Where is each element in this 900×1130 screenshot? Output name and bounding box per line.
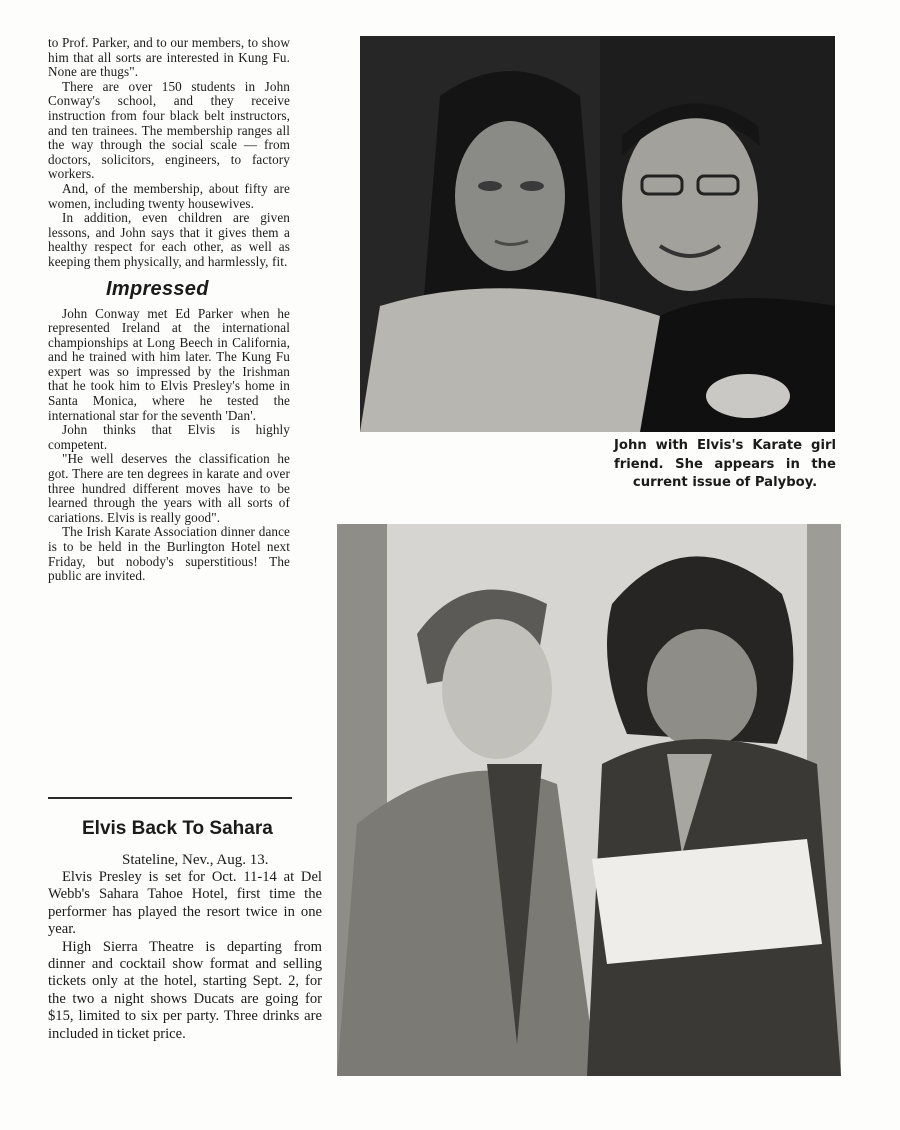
elvis-article	[48, 818, 322, 1043]
article-paragraph: Elvis Presley is set for Oct. 11-14 at Del Webb's Sahara Tahoe Hotel, first time the performer has played the resort twice in one year.	[48, 869, 322, 938]
left-article-column	[48, 36, 290, 584]
article-paragraph: The Irish Karate Association dinner dance is to be held in the Burlington Hotel next Friday, but nobody's superstitious! The public are invited.	[48, 524, 290, 584]
article-paragraph: "He well deserves the classification he got. There are ten degrees in karate and over three hundred different moves have to be learned through the years with all sorts of cariations. Elvis is really good".	[48, 451, 290, 525]
photo-elvis-with-conway	[337, 524, 841, 1076]
article-paragraph: John thinks that Elvis is highly competent.	[48, 422, 290, 452]
article-paragraph: In addition, even children are given lessons, and John says that it gives them a healthy respect for each other, as well as keeping them physically, and harmlessly, fit.	[48, 210, 290, 269]
article-paragraph: John Conway met Ed Parker when he represented Ireland at the international championships at Long Beech in California, and he trained with him later. The Kung Fu expert was so impressed by the Irishman that he took him to Elvis Presley's home in Santa Monica, where he tested the international star for the seventh 'Dan'.	[48, 305, 290, 423]
photo-caption: John with Elvis's Karate girl friend. She appears in the current issue of Palyboy.	[614, 438, 836, 491]
article-dateline: Stateline, Nev., Aug. 13.	[122, 852, 269, 868]
article-paragraph: High Sierra Theatre is departing from dinner and cocktail show format and selling tickets only at the hotel, starting Sept. 2, for the two a night shows Ducats are going for $15, limited to six per party. Three drinks are included in ticket price.	[48, 938, 322, 1042]
article-paragraph: There are over 150 students in John Conway's school, and they receive instruction from four black belt instructors, and ten trainees. The membership ranges all the way through the social scale — from doctors, solicitors, engineers, to factory workers.	[48, 78, 290, 182]
article-headline: Elvis Back To Sahara	[82, 818, 273, 839]
article-paragraph: to Prof. Parker, and to our members, to show him that all sorts are interested in Kung Fu. None are thugs".	[48, 35, 290, 80]
section-subhead: Impressed	[106, 277, 209, 300]
photo-conway-with-girlfriend	[360, 36, 835, 432]
article-paragraph: And, of the membership, about fifty are women, including twenty housewives.	[48, 180, 290, 211]
column-divider	[48, 797, 292, 799]
